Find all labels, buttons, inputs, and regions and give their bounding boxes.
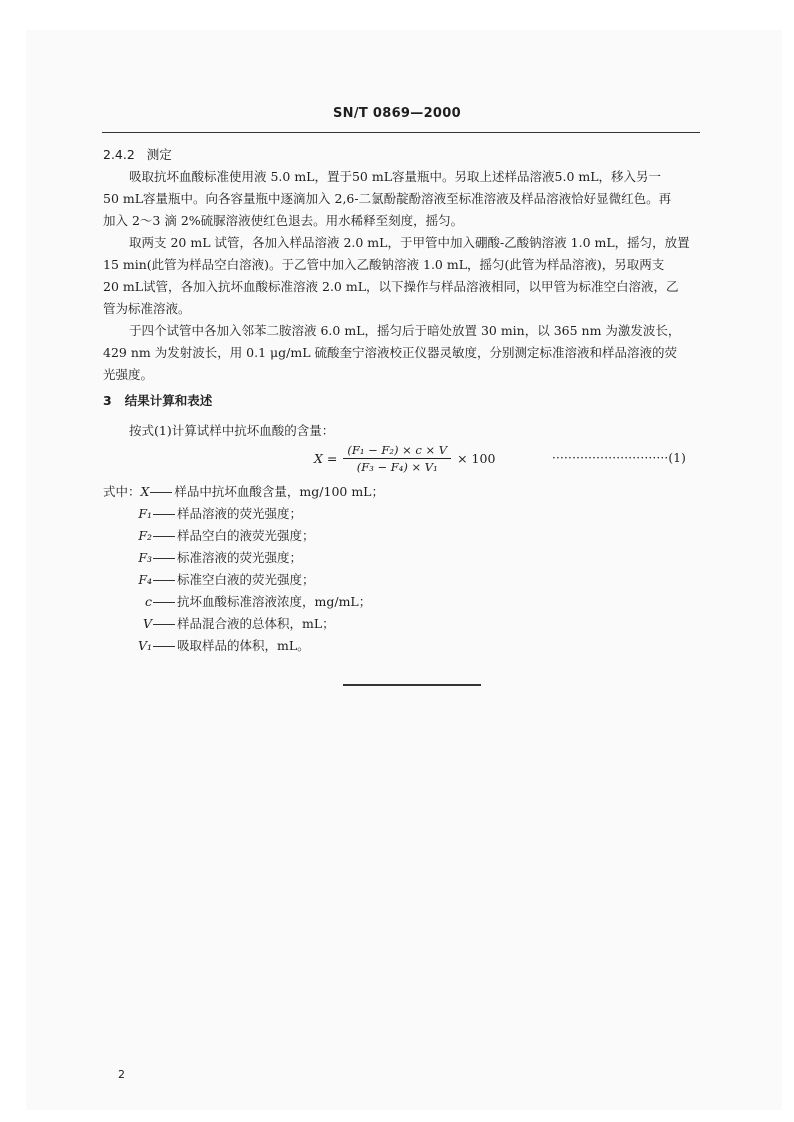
- em-dash: [153, 558, 175, 559]
- standard-code-header: SN/T 0869—2000: [333, 106, 461, 121]
- em-dash: [153, 624, 175, 625]
- variable-description: 样品空白的液荧光强度；: [177, 528, 315, 543]
- section-title: 结果计算和表述: [124, 393, 213, 408]
- header-divider: [102, 132, 700, 133]
- formula-multiplier: × 100: [457, 451, 496, 466]
- variable-definition: [103, 525, 315, 547]
- em-dash: [153, 514, 175, 515]
- formula-lhs: X =: [314, 451, 338, 466]
- formula-intro: 按式(1)计算试样中抗坏血酸的含量：: [129, 423, 335, 438]
- variable-definition: [103, 569, 315, 591]
- em-dash: [153, 536, 175, 537]
- section-2-4-2-heading: [103, 144, 172, 166]
- variable-description: 标准溶液的荧光强度；: [177, 550, 303, 565]
- variable-symbol: V₁: [137, 638, 152, 653]
- equation-number: [552, 451, 686, 465]
- variable-definition: [103, 635, 310, 657]
- em-dash: [150, 492, 172, 493]
- variable-definition: [103, 503, 302, 525]
- formula-fraction: [343, 442, 451, 475]
- em-dash: [153, 580, 175, 581]
- section-number: 2.4.2: [103, 147, 135, 162]
- variable-description: 样品混合液的总体积，mL；: [177, 616, 335, 631]
- variables-prefix: 式中：: [103, 484, 141, 499]
- variable-description: 标准空白液的荧光强度；: [177, 572, 315, 587]
- section-number: 3: [103, 393, 112, 408]
- paragraph-line: 光强度。: [103, 367, 154, 382]
- formula-denominator: (F₃ − F₄) × V₁: [356, 460, 438, 474]
- section-title: 测定: [146, 147, 172, 162]
- paragraph-line: 吸取抗坏血酸标准使用液 5.0 mL，置于50 mL容量瓶中。另取上述样品溶液5.0 mL，移入另一: [129, 169, 662, 184]
- variable-definition: [103, 547, 302, 569]
- formula-numerator: (F₁ − F₂) × c × V: [343, 442, 451, 459]
- variable-definition: [103, 481, 384, 503]
- paragraph-line: 加入 2～3 滴 2%硫脲溶液使红色退去。用水稀释至刻度，摇匀。: [103, 213, 464, 228]
- variable-description: 样品中抗坏血酸含量，mg/100 mL；: [174, 484, 384, 499]
- variable-definition: [103, 613, 335, 635]
- variable-symbol: c: [144, 594, 152, 609]
- variable-symbol: V: [142, 616, 152, 631]
- variable-symbol: X: [140, 484, 150, 499]
- equation-label: (1): [668, 451, 687, 465]
- page-number: 2: [118, 1068, 125, 1081]
- em-dash: [153, 646, 175, 647]
- paragraph-line: 15 min(此管为样品空白溶液)。于乙管中加入乙酸钠溶液 1.0 mL，摇匀(此管为样品溶液)，另取两支: [103, 257, 665, 272]
- variable-description: 抗坏血酸标准溶液浓度，mg/mL；: [177, 594, 372, 609]
- em-dash: [153, 602, 175, 603]
- section-3-heading: [103, 390, 212, 412]
- end-of-document-rule: [343, 684, 481, 686]
- paragraph-line: 取两支 20 mL 试管，各加入样品溶液 2.0 mL，于甲管中加入硼酸-乙酸钠溶液 1.0 mL，摇匀，放置: [129, 235, 690, 250]
- variable-symbol: F₃: [138, 550, 152, 565]
- paragraph-line: 管为标准溶液。: [103, 301, 191, 316]
- equation-leader-dots: ·····························: [552, 451, 669, 465]
- formula-1: [314, 442, 495, 475]
- paragraph-line: 于四个试管中各加入邻苯二胺溶液 6.0 mL，摇匀后于暗处放置 30 min，以 365 nm 为激发波长，: [129, 323, 681, 338]
- paragraph-line: 20 mL试管，各加入抗坏血酸标准溶液 2.0 mL，以下操作与样品溶液相同，以甲管为标准空白溶液，乙: [103, 279, 679, 294]
- variable-description: 样品溶液的荧光强度；: [177, 506, 303, 521]
- variable-symbol: F₄: [138, 572, 152, 587]
- variable-definition: [103, 591, 371, 613]
- paragraph-line: 429 nm 为发射波长，用 0.1 μg/mL 硫酸奎宁溶液校正仪器灵敏度，分别测定标准溶液和样品溶液的荧: [103, 345, 678, 360]
- variable-symbol: F₁: [138, 506, 152, 521]
- variable-symbol: F₂: [138, 528, 152, 543]
- paragraph-line: 50 mL容量瓶中。向各容量瓶中逐滴加入 2,6-二氯酚靛酚溶液至标准溶液及样品溶液恰好显微红色。再: [103, 191, 672, 206]
- variable-description: 吸取样品的体积，mL。: [177, 638, 310, 653]
